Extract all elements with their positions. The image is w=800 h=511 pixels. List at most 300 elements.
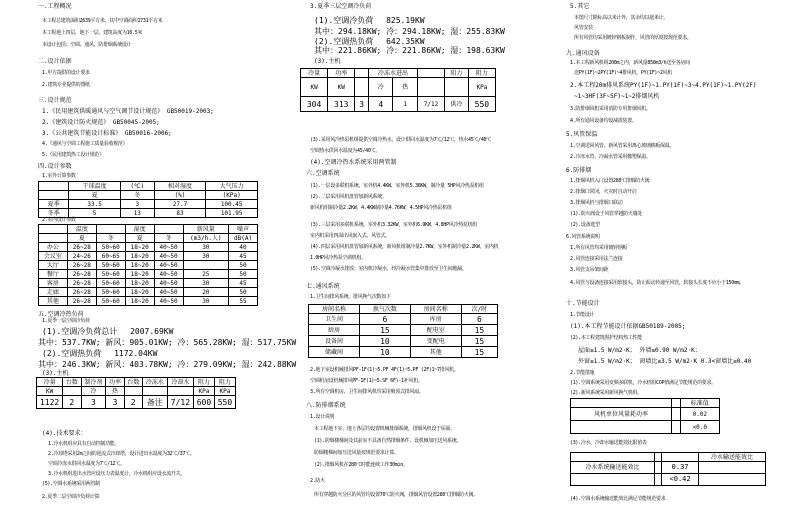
table-cell: 18~20 (125, 279, 154, 288)
standard-line: 4.《通风与空调工程施工质量验收规范》 (42, 141, 128, 147)
text-line: 2.排烟口常闭，火灾时自动开启 (570, 189, 637, 195)
table-cell: 0.37 (662, 462, 699, 474)
table-cell: 大厅 (39, 261, 68, 270)
table-cell: 18~20 (125, 270, 154, 279)
table-row (571, 453, 766, 462)
table-cell: 冷 (81, 387, 106, 396)
table-cell: 50~60 (96, 270, 125, 279)
text-line: (2).设备选型 (570, 222, 600, 228)
text-line: 屋面≤1.5 W/m2·K； 外墙≤0.90 W/m2·K； (578, 347, 701, 354)
table-cell (672, 421, 681, 434)
table-cell (183, 261, 229, 270)
text-line: (2).新风系统采用新风换气机组。 (570, 390, 642, 396)
text-line: (2).本工程建筑围护结构热工性能 (570, 335, 642, 341)
text-line: (1).防烟楼梯间及其前室不具备自然排烟条件，设机械加压送风系统。 (314, 438, 462, 444)
table-cell: 45 (229, 279, 258, 288)
table-cell: 冷量 (301, 69, 328, 78)
table-cell: 办公 (39, 243, 68, 252)
table-cell: 3 (355, 97, 369, 112)
text-line: 空调机房设机械排风PF-1F(1)~5.SF 6F)-1补风机。 (310, 378, 423, 384)
table-row (571, 474, 766, 486)
table-cell: 18~20 (125, 252, 154, 261)
section-heading: 八.防排烟系统 (306, 402, 346, 409)
text-line: 2.建筑专业提供的图纸 (42, 82, 90, 88)
load-line (314, 16, 425, 25)
table-cell: 83 (154, 209, 206, 218)
table-cell: 26~28 (67, 297, 96, 306)
table-cell: 台数 (63, 378, 81, 387)
table-cell: 50~60 (96, 297, 125, 306)
text-line: (4).空调冷热水系统采用两管制 (310, 159, 397, 166)
table-cell: 阻力 (214, 378, 235, 387)
table-row (309, 325, 498, 336)
text-line: (5).空调水系统采用两管制 (42, 481, 100, 487)
table-cell: 房间名称 (309, 305, 360, 314)
table-row (39, 252, 258, 261)
table-cell: 换气次数 (359, 305, 410, 314)
table-cell: 冬季 (39, 209, 69, 218)
table-cell: 7/12 (417, 97, 444, 112)
table-cell: 冬 (120, 191, 154, 200)
table-row (39, 261, 258, 270)
text-line: 2.防火 (310, 478, 325, 484)
table-cell: 313 (328, 97, 355, 112)
text-line: 1.0HP风冷热泵空调机组。 (310, 255, 366, 261)
table-row (39, 270, 258, 279)
table-cell: 100.45 (206, 200, 258, 209)
table-cell: 50~60 (96, 261, 125, 270)
table-cell: KW (37, 387, 63, 396)
section-heading: 三.设计规范 (38, 97, 72, 104)
table-cell (571, 399, 672, 408)
table-cell (672, 408, 681, 421)
table-row (309, 314, 498, 325)
table-cell: 阻力 (445, 69, 469, 78)
table-cell: 30 (183, 252, 229, 261)
table-cell: (KPa) (206, 191, 258, 200)
text-line: 3.所有空调机房、卫生间排风机均采用吸顶式排风扇。 (310, 389, 424, 395)
section-heading: 6.防排烟 (566, 167, 592, 174)
text-line: (3).三层采用多联机系统，室外机3.32KW，室外机6.9KW，4.8HP风冷热泵机组 (310, 222, 478, 228)
table-cell: 55 (229, 297, 258, 306)
table-cell: 大气压力 (206, 182, 258, 191)
table-cell: KPa (193, 387, 214, 396)
table-cell: 550 (468, 97, 495, 112)
table-cell: 40~50 (154, 279, 183, 288)
table-cell (39, 191, 69, 200)
text-line: 1.节能设计 (570, 312, 595, 318)
table-cell: 次/时 (461, 305, 497, 314)
table-cell: 50 (229, 270, 258, 279)
table-row (301, 78, 496, 97)
table-cell: 设备间 (309, 336, 360, 347)
table-cell (39, 182, 69, 191)
table-cell: 26~28 (67, 288, 96, 297)
table-row (39, 182, 258, 191)
table-cell: 1 (393, 97, 417, 112)
table-cell: 冬 (96, 234, 125, 243)
table-cell: 2 (124, 396, 142, 409)
table-cell: 湿度 (125, 225, 154, 234)
table-cell: 600 (193, 396, 214, 409)
section-heading: 六.空调系统 (306, 170, 340, 177)
text-line: 本工程地上四层，地下一层，建筑高度为16.5米 (42, 30, 143, 36)
table-cell: <0.42 (662, 474, 699, 486)
text-line: (1).空调系统采用变频多联机，冷水机组COP值满足节能规范的要求。 (570, 380, 716, 386)
table-cell: 冷水系统输送能效比 (571, 462, 655, 474)
table-row (571, 462, 766, 474)
table-cell: 40 (229, 243, 258, 252)
text-line: (4).空调水系统输送能效比满足节能规范要求 (570, 496, 666, 502)
text-line: 本工程地下室、地上各层均设置机械排烟系统，排烟风机设于屋面， (314, 426, 456, 432)
text-line: (3).主机 (314, 58, 341, 65)
table-cell: 30 (183, 279, 229, 288)
table-cell (154, 225, 183, 234)
text-line: 1.卫生间排风系统，排风换气次数如下 (310, 294, 391, 300)
table-cell: 5 (69, 209, 121, 218)
table-cell (699, 462, 766, 474)
section-heading: 九.通风设备 (566, 50, 600, 57)
table-cell: 40~50 (154, 270, 183, 279)
table-cell: 阻力 (193, 378, 214, 387)
section-heading: 二.设计依据 (38, 58, 72, 65)
text-line: 1.所有风管均采用镀锌钢板 (570, 245, 628, 251)
table-cell: 40~50 (154, 243, 183, 252)
table-cell: 温度 (67, 225, 96, 234)
table-cell: 4 (369, 97, 393, 112)
table-cell (167, 387, 193, 396)
text-line: 2.室内设计参数 (42, 217, 76, 223)
table-cell: 台数 (124, 378, 142, 387)
table-cell: 2 (63, 396, 81, 409)
table-cell (571, 421, 672, 434)
section-heading: 十.节能设计 (566, 300, 600, 307)
table-cell: 24~26 (67, 252, 96, 261)
text-line: (3).采用风冷热泵机组提供空调冷热水，设计供回水温度为7℃/12℃，热水45℃/40℃ (310, 137, 491, 143)
text-line: (3).冷水、冷却水输送能效比限值表 (570, 440, 647, 446)
table-cell: KW (301, 78, 328, 97)
table-cell: 50 (229, 261, 258, 270)
table-cell (39, 234, 68, 243)
text-line: 1.室外计算参数 (42, 173, 76, 179)
load-line (42, 327, 173, 336)
table-cell: KW (328, 78, 355, 97)
table-cell (355, 78, 369, 97)
table-cell (672, 399, 681, 408)
table-cell: 40~50 (154, 261, 183, 270)
text-line: 所有穿越防火分区的风管均设置70℃防火阀，排烟风管设置280℃排烟防火阀。 (314, 492, 478, 498)
table-cell: 40~50 (154, 288, 183, 297)
table-cell: 0.02 (680, 408, 719, 421)
table-row (39, 225, 258, 234)
table-cell: 18~20 (125, 297, 154, 306)
air-change-table (308, 304, 498, 358)
table-cell: 热 (106, 387, 124, 396)
table-cell: 热 (393, 78, 417, 97)
table-cell: 6 (461, 314, 497, 325)
text-line: 本设计包括：空调、通风、防排烟系统设计 (42, 42, 132, 48)
section-heading: 5.其它 (570, 3, 590, 10)
text-line: 本工程总建筑面积2639平方米，其中空调面积1731平方米 (42, 18, 163, 24)
text-line: 3.风管支吊架间距 (570, 267, 609, 273)
text-line: 外窗≤1.5 W/m2·K； 窗墙比≤3.5 W/m2·K 0.3<窗墙比≤0.40 (578, 358, 752, 365)
text-line: 4.所有通风设备均设减震装置。 (570, 118, 637, 124)
table-cell: 制冷剂 (81, 378, 106, 387)
table-row (309, 336, 498, 347)
table-cell: 供冷 (445, 97, 469, 112)
section-heading: 五.空调冷热负荷 (38, 311, 84, 318)
text-line: 送PY(1F)~2PY(1F)~4排风机，PY(1F)~2风机 (574, 70, 672, 76)
table-cell: 新风量 (183, 225, 229, 234)
table-cell: 其他 (39, 297, 68, 306)
table-cell: 夏 (67, 234, 96, 243)
table-cell: 会议室 (39, 252, 68, 261)
text-line: (1).防火阀设于风管穿越防火墙处 (570, 211, 642, 217)
load-value: 825.19KW (386, 16, 425, 25)
load-label: (2).空调热负荷 (314, 37, 374, 46)
table-cell: 101.95 (206, 209, 258, 218)
text-line: 6.风管系统说明 (566, 234, 600, 240)
table-cell: 18~20 (125, 261, 154, 270)
table-cell: 26~28 (67, 243, 96, 252)
table-cell: 18~20 (125, 288, 154, 297)
table-row (37, 387, 236, 396)
text-line: 1.甲方提供的设计要求 (42, 70, 90, 76)
table-row (39, 297, 258, 306)
table-cell: 冷却水 (167, 378, 193, 387)
table-cell: 6 (359, 314, 410, 325)
load-line (42, 349, 157, 358)
table-cell: 备注 (143, 396, 168, 409)
text-line: 3.冷水机组进出水管应设压力表温度计，冷水机组应设水流开关。 (48, 471, 186, 477)
table-row (39, 200, 258, 209)
text-line: 空调热水供回水温度为45/40℃。 (310, 148, 380, 154)
text-line: (1).本工程节能设计依据GB50189-2005; (570, 323, 686, 330)
table-cell (654, 474, 661, 486)
text-line: 2.夏季二层空调冷负荷计算 (42, 494, 100, 500)
chiller-table (36, 377, 236, 409)
table-cell (662, 453, 699, 462)
table-row (37, 378, 236, 387)
table-cell: 15 (359, 325, 410, 336)
left-column (0, 0, 297, 511)
standard-line: 5.《民用建筑热工设计规范》 (42, 152, 104, 158)
text-line: 2.节能措施 (570, 370, 595, 376)
table-cell: (%) (154, 191, 206, 200)
text-line: (4).四层采用风机盘管加新风系统，新风机组制冷量2.7KW，室外机制冷量2.2KW，室内机 (310, 244, 499, 250)
table-cell: dB(A) (229, 234, 258, 243)
text-line: ~1~3HF(3F~5F)~1~2排烟风机 (574, 93, 660, 100)
table-row (39, 288, 258, 297)
table-cell: 25 (183, 270, 229, 279)
table-cell: KPa (468, 78, 495, 97)
load-breakdown: 其中：294.18KW; 冷：294.18KW; 湿：255.83KW (314, 27, 505, 36)
text-line: 3.防排烟风机采用消防专用排烟风机。 (570, 106, 651, 112)
load-line (314, 37, 425, 46)
table-cell: 50~60 (96, 279, 125, 288)
table-cell (96, 225, 125, 234)
table-cell: 冷冻水 (143, 378, 168, 387)
table-cell (63, 387, 81, 396)
table-cell: 冷冻水进出 (369, 69, 418, 78)
table-cell: 33.5 (69, 200, 121, 209)
load-value: 642.35KW (386, 37, 425, 46)
load-label: (1).空调冷负荷 (314, 16, 374, 25)
text-line: (1).一层设多联机系统，室外机4.4KW、室外机5.36KW，制冷量 5HP风冷热泵机组 (310, 183, 484, 189)
table-row (571, 408, 720, 421)
text-line: 3.排烟风机与排烟口联动 (570, 200, 623, 206)
section-heading: 四.设计参数 (38, 163, 72, 170)
table-row (39, 234, 258, 243)
table-cell: (℃) (120, 182, 154, 191)
text-line: 1.夏季一层空调冷负荷 (42, 318, 90, 324)
table-cell: 27.7 (154, 200, 206, 209)
table-cell: 库房 (410, 314, 461, 325)
table-cell: 风机单位风量耗功率 (571, 408, 672, 421)
text-line: 防烟楼梯间加压送风量按规范要求计算。 (314, 450, 399, 456)
table-cell: 卫生间 (309, 314, 360, 325)
table-row (309, 305, 498, 314)
table-cell: 3 (81, 396, 106, 409)
table-cell: 20 (183, 288, 229, 297)
table-cell: 房间名称 (410, 305, 461, 314)
section-heading: 七.通风系统 (306, 283, 340, 290)
standard-line: 1.《民用建筑供暖通风与空气调节设计规范》 GB50019-2003; (42, 108, 214, 115)
table-cell: 60~65 (96, 252, 125, 261)
text-line: 2.冷冻水管、冷凝水管采用橡塑保温。 (570, 154, 651, 160)
text-line: 2.地下室设机械排风PF-1F(1)~5.PF 4F(1)~5.PF (2F)1~7排风机。 (310, 367, 459, 373)
indoor-params-table (38, 224, 258, 306)
text-line: 所有风管均采用镀锌钢板制作，风管的厚度按规范要求。 (574, 35, 692, 41)
table-cell: 干球温度 (69, 182, 121, 191)
table-cell: 配电室 (410, 325, 461, 336)
table-cell: 30 (183, 297, 229, 306)
pump-efficiency-table (570, 452, 766, 486)
table-cell: 相对湿度 (154, 182, 206, 191)
table-cell: 15 (461, 347, 497, 358)
section-heading: 一.工程概况 (38, 3, 72, 10)
text-line: 空调冷冻水供回水温度为7℃/12℃。 (48, 461, 125, 467)
table-cell: 冷量 (37, 378, 63, 387)
table-cell: 夏 (125, 234, 154, 243)
text-line: (3).主机 (42, 370, 69, 377)
table-cell: 其他 (410, 347, 461, 358)
table-cell: (m3/h.人) (183, 234, 229, 243)
table-cell: 50~60 (96, 288, 125, 297)
table-cell: 26~28 (67, 270, 96, 279)
text-line: 新风机组制冷量2.2KW，4.4KW制冷量4.76KW，4.5HP风冷热泵机组 (310, 205, 452, 211)
table-cell: 40~50 (154, 297, 183, 306)
text-line: (5).空调冷凝水排放：室内机冷凝水，经冷凝水管集中排放至卫生间地漏。 (310, 266, 467, 272)
table-cell (417, 69, 444, 78)
table-row (301, 69, 496, 78)
table-cell: 夏 (69, 191, 121, 200)
table-cell (445, 78, 469, 97)
table-cell: 餐厅 (39, 270, 68, 279)
table-cell (654, 462, 661, 474)
table-cell (143, 387, 168, 396)
table-row (37, 396, 236, 409)
outdoor-params-table (38, 181, 258, 218)
table-cell (417, 78, 444, 97)
text-line: 2.冷却塔采用2m之间的逆流式冷却塔，设计进出水温度为32℃/37℃。 (48, 451, 195, 457)
table-cell: 15 (461, 325, 497, 336)
standard-line: 2.《建筑设计防火规范》 GB50045-2005; (42, 119, 160, 126)
load-value: 1172.04KW (114, 349, 158, 358)
text-line: 本图尺寸除标高以米计外，其余均以毫米计。 (574, 15, 669, 21)
table-cell: 冷 (369, 78, 393, 97)
table-cell: 阻力 (468, 69, 495, 78)
table-cell: 26~28 (67, 261, 96, 270)
heatpump-table (300, 68, 496, 112)
table-cell (39, 225, 68, 234)
table-cell: 45 (229, 252, 258, 261)
standard-line: 3.《公共建筑节能设计标准》 GB50016-2006; (42, 130, 172, 137)
text-line: 1.空调送回风管、新风管采用离心玻璃棉板保温。 (570, 143, 675, 149)
load-breakdown: 其中：246.3KW; 新风：403.78KW; 冷：279.09KW; 湿：242.88KW (38, 360, 297, 369)
table-cell: 26~28 (67, 279, 96, 288)
table-cell: 夏季 (39, 200, 69, 209)
text-line: (2).排烟风机在280℃时能连续工作30min。 (314, 462, 408, 468)
text-line: 1.设计说明 (310, 414, 335, 420)
table-cell: 功率 (328, 69, 355, 78)
text-line: 1.冷水机组应具有自动控制功能。 (48, 441, 120, 447)
middle-column (300, 0, 550, 511)
table-cell: 18~20 (125, 243, 154, 252)
table-cell (355, 69, 369, 78)
table-cell: 50 (229, 288, 258, 297)
table-row (571, 421, 720, 434)
table-cell: 550 (214, 396, 235, 409)
table-row (309, 347, 498, 358)
table-cell: 冬 (154, 234, 183, 243)
table-cell: 40~50 (154, 252, 183, 261)
table-cell: 标准值 (680, 399, 719, 408)
text-line: 2.本工程20m排风系统PY(1F)~1.PY(1F)~3~4.PY(1F)~1.PY(2F) (570, 82, 757, 89)
load-breakdown: 其中：221.86KW; 冷：221.86KW; 湿：198.63KW (314, 46, 505, 55)
table-cell: 13 (120, 209, 154, 218)
table-cell: 功率 (106, 378, 124, 387)
table-cell: 30 (183, 243, 229, 252)
text-line: (2).二层采用风机盘管加新风系统。 (310, 194, 387, 200)
load-label: (1).空调冷负荷总计 (42, 327, 118, 336)
text-line: (4).技术要求： (42, 430, 87, 437)
table-row (39, 191, 258, 200)
table-cell: 7/12 (167, 396, 193, 409)
text-line: 风管安装 (574, 25, 593, 31)
table-cell: 储藏间 (309, 347, 360, 358)
table-row (571, 399, 720, 408)
table-cell: <0.0 (680, 421, 719, 434)
table-cell: 3 (106, 396, 124, 409)
table-cell: 1122 (37, 396, 63, 409)
load-value: 2007.69KW (130, 327, 174, 336)
table-cell (124, 387, 142, 396)
table-row (39, 279, 258, 288)
text-line: 室内机采用四面出风嵌入式、风管式。 (310, 233, 390, 239)
table-cell: 噪声 (229, 225, 258, 234)
load-label: (2).空调热负荷 (42, 349, 102, 358)
table-cell: 304 (301, 97, 328, 112)
table-cell: 走廊 (39, 288, 68, 297)
table-cell (571, 453, 655, 462)
text-line: 1.本工程新风机组200m之内，新风量850m3/h送至各房间 (570, 60, 690, 66)
load-breakdown: 其中：537.7KW; 新风：905.01KW; 冷：565.28KW; 湿：517.75KW (38, 338, 297, 347)
table-row (39, 243, 258, 252)
table-cell: 客房 (39, 279, 68, 288)
table-cell: 10 (359, 336, 410, 347)
table-cell: KPa (214, 387, 235, 396)
